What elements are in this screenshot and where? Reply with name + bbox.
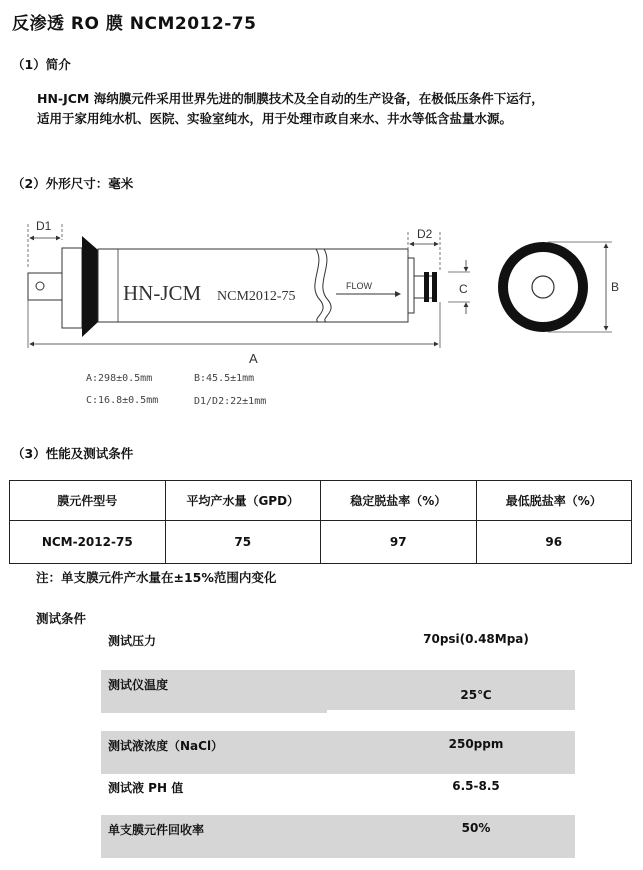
table-row [10,521,632,564]
intro-heading: （1）简介 [12,57,71,72]
test-value: 70psi(0.48Mpa) [423,632,529,646]
test-value: 50% [461,821,491,835]
test-label: 测试液 PH 值 [108,781,184,795]
test-label: 单支膜元件回收率 [108,823,205,837]
table-cell: 75 [165,521,321,564]
table-header: 最低脱盐率（%） [476,481,632,521]
test-row-concentration [101,731,575,774]
test-label: 测试压力 [108,634,157,648]
label-c: C [459,282,468,296]
dim-b-text: B:45.5±1mm [194,373,255,384]
intro-line-2: 适用于家用纯水机、医院、实验室纯水，用于处理市政自来水、井水等低含盐量水源。 [37,111,513,126]
table-note: 注：单支膜元件产水量在±15%范围内变化 [36,570,277,585]
test-row-temperature [101,670,575,713]
test-label: 测试仪温度 [108,678,169,692]
test-value: 250ppm [448,737,504,751]
brand-label: HN-JCM [123,281,202,305]
table-header: 平均产水量（GPD） [165,481,321,521]
test-row-ph [101,774,575,802]
label-a: A [249,351,258,366]
membrane-dimension-diagram [0,205,643,415]
intro-line-1: HN-JCM 海纳膜元件采用世界先进的制膜技术及全自动的生产设备，在极低压条件下运行， [37,91,544,106]
flow-label: FLOW [346,281,372,291]
dim-a-text: A:298±0.5mm [86,373,153,384]
table-header-row [10,481,632,521]
label-b: B [611,280,620,294]
dimensions-heading: （2）外形尺寸：毫米 [12,176,134,191]
table-cell: NCM-2012-75 [10,521,166,564]
dim-c-text: C:16.8±0.5mm [86,395,159,406]
test-row-pressure [101,626,575,654]
performance-table [9,480,632,564]
label-d1: D1 [36,219,52,233]
performance-heading: （3）性能及测试条件 [12,446,134,461]
model-label: NCM2012-75 [217,289,296,304]
test-label: 测试液浓度（NaCl） [108,739,224,753]
test-value: 6.5-8.5 [452,779,500,793]
table-header: 膜元件型号 [10,481,166,521]
table-cell: 96 [476,521,632,564]
dim-d-text: D1/D2:22±1mm [194,396,267,407]
test-value: 25℃ [460,688,492,702]
page-title: 反渗透 RO 膜 NCM2012-75 [12,14,257,34]
test-conditions-title: 测试条件 [36,611,87,626]
table-header: 稳定脱盐率（%） [321,481,477,521]
label-d2: D2 [417,227,433,241]
test-row-recovery [101,815,575,858]
table-cell: 97 [321,521,477,564]
intro-paragraph [37,89,627,129]
